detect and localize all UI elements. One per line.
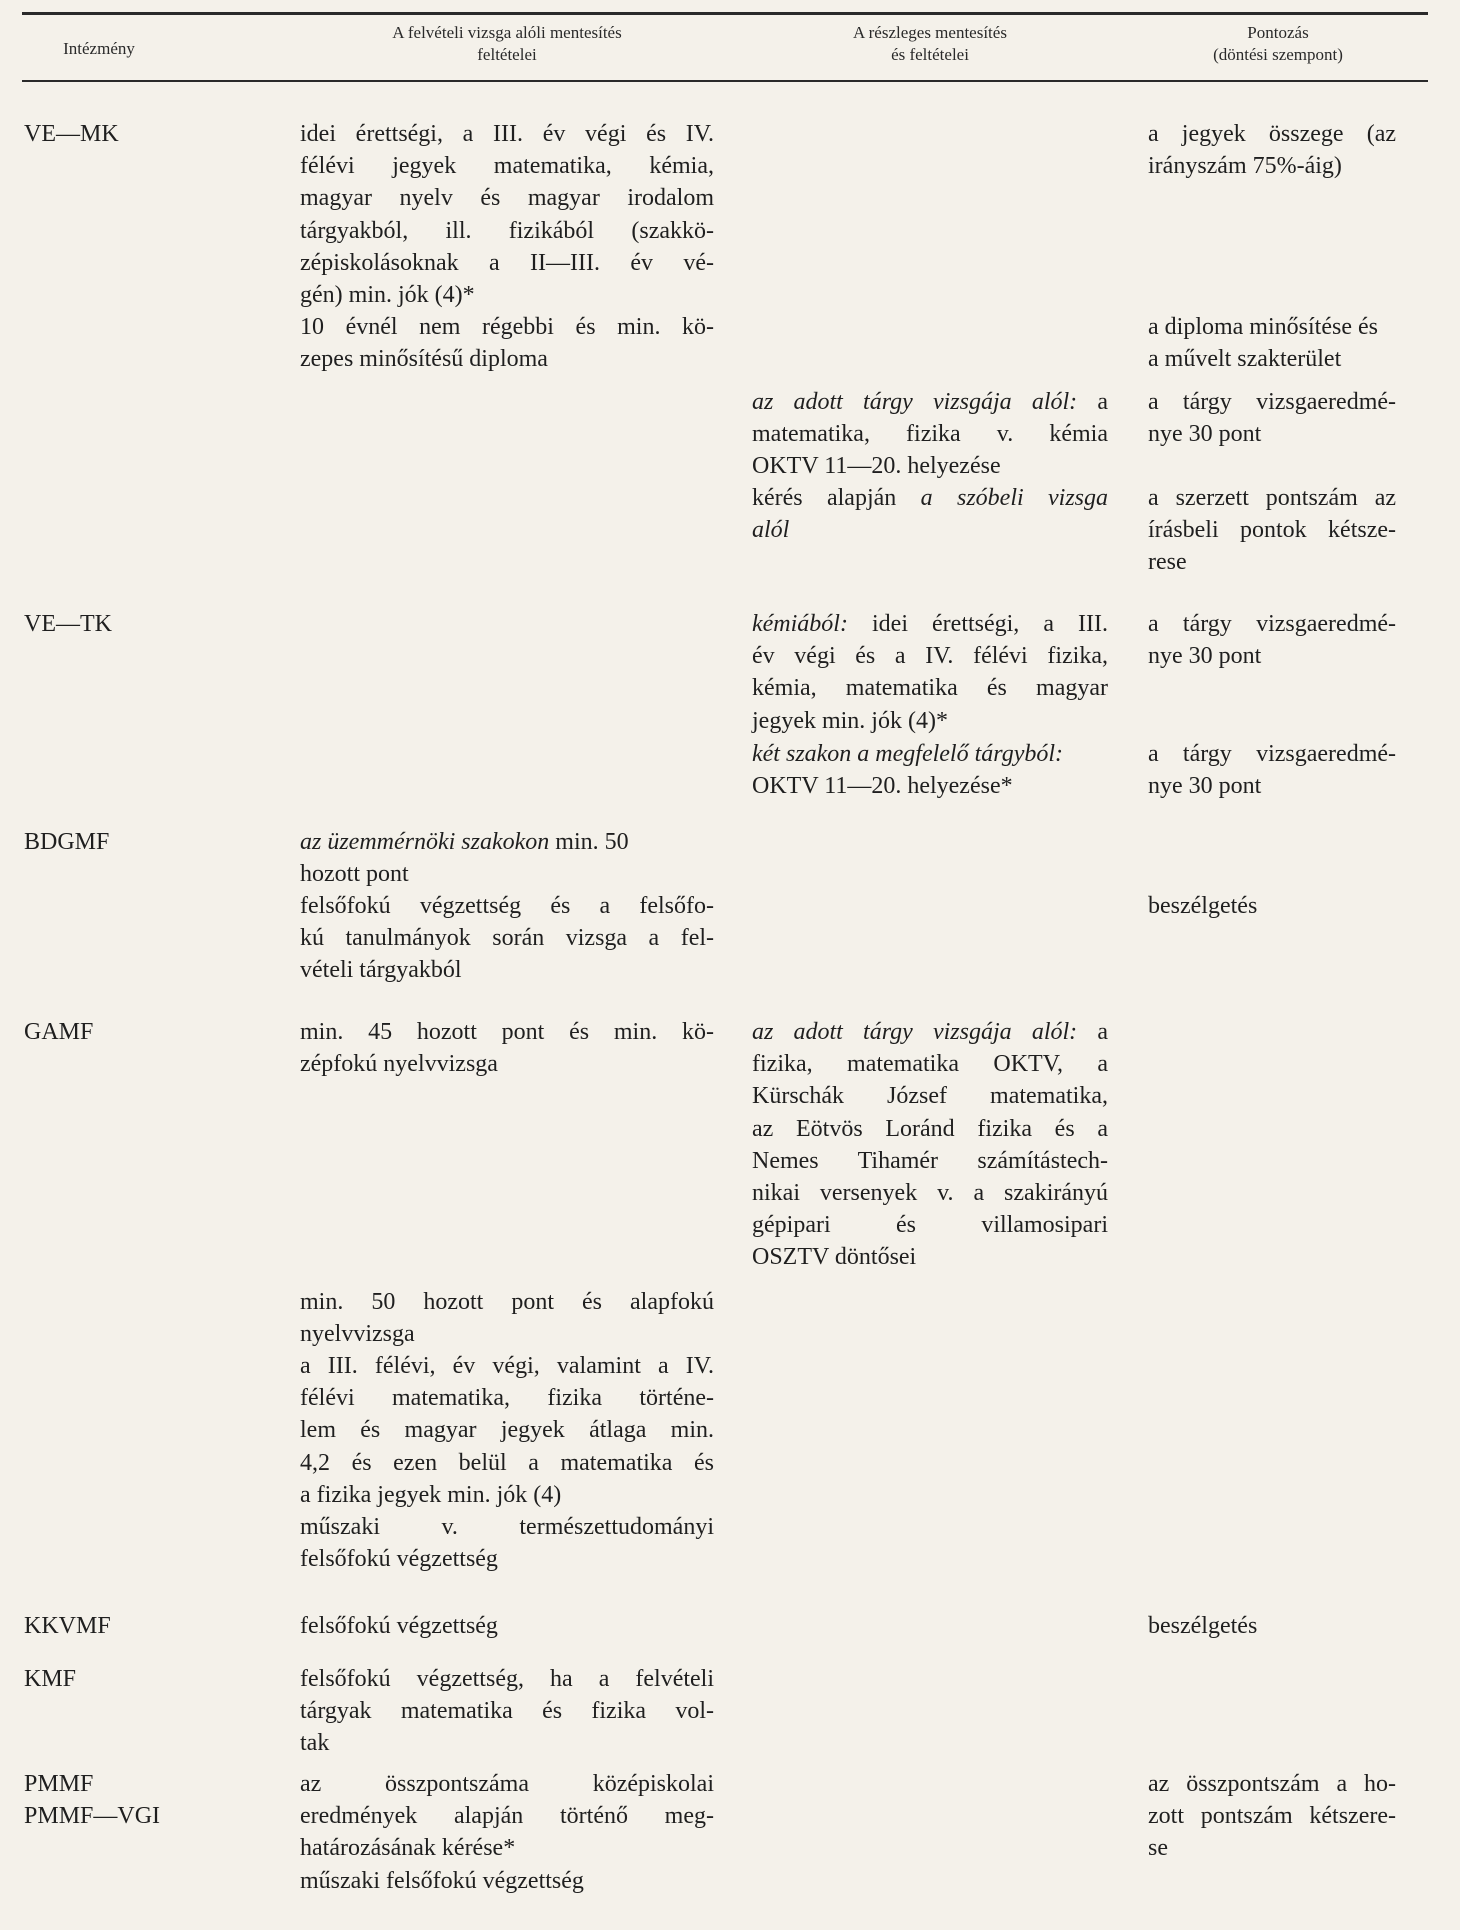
- kkvmf-score-1: beszélgetés: [1148, 1613, 1258, 1639]
- ve-tk-partial-exemption-1: kémiából: idei érettségi, a III. év végi és a IV. félévi fizika, kémia, matematika és magyar jegyek min. jók (4)*: [752, 611, 1108, 734]
- ve-mk-score-3: a tárgy vizsgaeredmé- nye 30 pont: [1148, 389, 1396, 448]
- institution-ve-mk: VE—MK: [24, 121, 119, 147]
- institution-kkvmf: KKVMF: [24, 1613, 111, 1639]
- bdgmf-full-exemption-1: az üzemmérnöki szakokon min. 50 hozott pont: [300, 829, 629, 888]
- ve-tk-score-1: a tárgy vizsgaeredmé- nye 30 pont: [1148, 611, 1396, 670]
- ve-mk-score-1: a jegyek összege (az irányszám 75%-áig): [1148, 121, 1396, 180]
- gamf-full-exemption-1: min. 45 hozott pont és min. kö- zépfokú nyelvvizsga: [300, 1019, 714, 1078]
- kkvmf-full-exemption-1: felsőfokú végzettség: [300, 1613, 498, 1639]
- ve-mk-score-4: a szerzett pontszám az írásbeli pontok kétsze- rese: [1148, 485, 1396, 576]
- pmmf-score-1: az összpontszám a ho- zott pontszám kétszere- se: [1148, 1771, 1396, 1862]
- table-header-rule: [22, 80, 1428, 82]
- bdgmf-full-exemption-2: felsőfokú végzettség és a felsőfo- kú tanulmányok során vizsga a fel- vételi tárgyakból: [300, 893, 714, 984]
- institution-ve-tk: VE—TK: [24, 611, 112, 637]
- header-col-scoring: Pontozás (döntési szempont): [1213, 23, 1343, 64]
- header-col-full-exemption: A felvételi vizsga alóli mentesítés feltételei: [392, 23, 622, 64]
- ve-mk-full-exemption-2: 10 évnél nem régebbi és min. kö- zepes minősítésű diploma: [300, 314, 714, 373]
- institution-bdgmf: BDGMF: [24, 829, 110, 855]
- gamf-full-exemption-4: műszaki v. természettudományi felsőfokú végzettség: [300, 1514, 714, 1573]
- ve-mk-full-exemption-1: idei érettségi, a III. év végi és IV. félévi jegyek matematika, kémia, magyar nyelv és magyar irodalom tárgyakból, ill. fizikából (szakkö- zépiskolásoknak a II—III. év vé- gén) min. jók (4)*: [300, 121, 714, 309]
- pmmf-full-exemption-1: az összpontszáma középiskolai eredmények alapján történő meg- határozásának kérése*: [300, 1771, 714, 1862]
- gamf-partial-exemption-1: az adott tárgy vizsgája alól: a fizika, matematika OKTV, a Kürschák József matematika, az Eötvös Loránd fizika és a Nemes Tihamér számítástech- nikai versenyek v. a szakirányú gépipari és villamosipari OSZTV döntősei: [752, 1019, 1108, 1271]
- pmmf-full-exemption-2: műszaki felsőfokú végzettség: [300, 1868, 584, 1894]
- institution-pmmf: PMMF PMMF—VGI: [24, 1771, 161, 1830]
- ve-tk-partial-exemption-2: két szakon a megfelelő tárgyból: OKTV 11—20. helyezése*: [752, 741, 1064, 800]
- gamf-full-exemption-3: a III. félévi, év végi, valamint a IV. félévi matematika, fizika történe- lem és magyar jegyek átlaga min. 4,2 és ezen belül a matematika és a fizika jegyek min. jók (4): [300, 1353, 714, 1508]
- institution-kmf: KMF: [24, 1666, 77, 1692]
- kmf-full-exemption-1: felsőfokú végzettség, ha a felvételi tárgyak matematika és fizika vol- tak: [300, 1666, 714, 1757]
- header-col-partial-exemption: A részleges mentesítés és feltételei: [853, 23, 1007, 64]
- header-col-institution: Intézmény: [63, 39, 135, 58]
- gamf-full-exemption-2: min. 50 hozott pont és alapfokú nyelvvizsga: [300, 1289, 714, 1348]
- ve-tk-score-2: a tárgy vizsgaeredmé- nye 30 pont: [1148, 741, 1396, 800]
- bdgmf-score-1: beszélgetés: [1148, 893, 1258, 919]
- table-top-rule: [22, 12, 1428, 15]
- institution-gamf: GAMF: [24, 1019, 94, 1045]
- ve-mk-partial-exemption-2: kérés alapján a szóbeli vizsga alól: [752, 485, 1109, 544]
- ve-mk-score-2: a diploma minősítése és a művelt szakterület: [1148, 314, 1378, 373]
- ve-mk-partial-exemption-1: az adott tárgy vizsgája alól: a matematika, fizika v. kémia OKTV 11—20. helyezése: [752, 389, 1108, 480]
